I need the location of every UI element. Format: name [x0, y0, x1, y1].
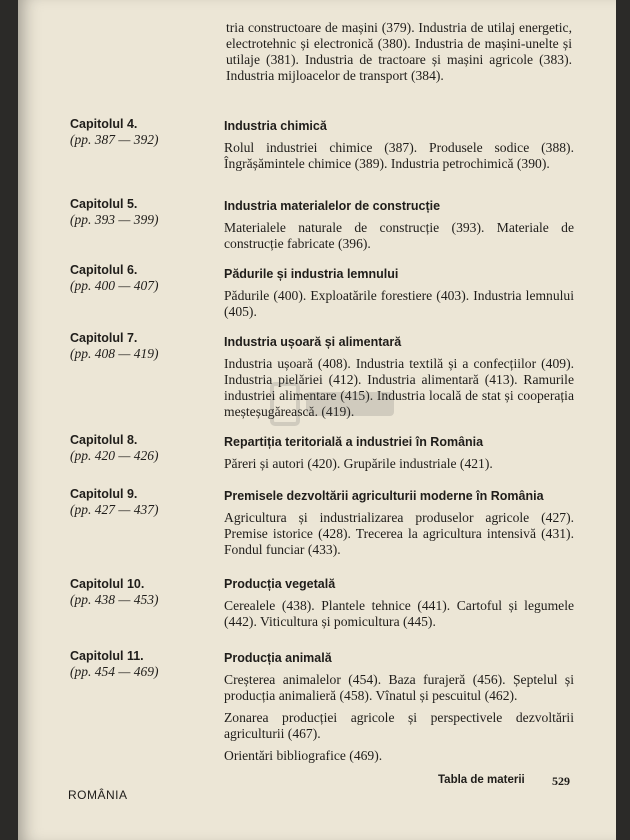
chapter-body	[224, 198, 574, 258]
chapter-paragraph: Rolul industriei chimice (387). Produsele sodice (388). Îngrășămintele chimice (389). Industria petrochimică (390).	[224, 140, 574, 171]
chapter-label	[70, 486, 210, 518]
chapter-title: Producția vegetală	[224, 577, 336, 591]
chapter-paragraph: Industria ușoară (408). Industria textilă și a confecțiilor (409). Industria pielăriei (412). Industria alimentară (413). Ramurile industriei alimentare (415). Industria locală de stat și cooperația meșteșugărească. (419).	[224, 356, 574, 419]
chapter-paragraph: Creșterea animalelor (454). Baza furajeră (456). Șeptelul și producția animalieră (458). Vînatul și pescuitul (462).	[224, 672, 574, 703]
chapter-label	[70, 262, 210, 294]
chapter-paragraph: Cerealele (438). Plantele tehnice (441). Cartoful și legumele (442). Viticultura și pomicultura (445).	[224, 598, 574, 629]
chapter-pages: (pp. 408 — 419)	[70, 346, 159, 361]
chapter-pages: (pp. 438 — 453)	[70, 592, 159, 607]
chapter-body	[224, 434, 574, 478]
footer-section-title: Tabla de materii	[438, 774, 525, 786]
chapter-pages: (pp. 454 — 469)	[70, 664, 159, 679]
chapter-label	[70, 330, 210, 362]
page-number: 529	[552, 774, 570, 788]
chapter-title: Repartiția teritorială a industriei în România	[224, 435, 484, 449]
chapter-number: Capitolul 11.	[70, 649, 144, 663]
chapter-title: Premisele dezvoltării agriculturii moderne în România	[224, 489, 544, 503]
chapter-title: Industria materialelor de construcție	[224, 199, 441, 213]
chapter-body	[224, 576, 574, 636]
chapter-title: Pădurile și industria lemnului	[224, 267, 399, 281]
chapter-paragraph: Zonarea producției agricole și perspectivele dezvoltării agriculturii (467).	[224, 710, 574, 741]
chapter-number: Capitolul 5.	[70, 197, 138, 211]
chapter-body	[224, 118, 574, 178]
chapter-pages: (pp. 427 — 437)	[70, 502, 159, 517]
chapter-paragraph: Pădurile (400). Exploatările forestiere (403). Industria lemnului (405).	[224, 288, 574, 319]
chapter-number: Capitolul 9.	[70, 487, 138, 501]
chapter-label	[70, 648, 210, 680]
chapter-label	[70, 576, 210, 608]
chapter-pages: (pp. 420 — 426)	[70, 448, 159, 463]
chapter-title: Producția animală	[224, 651, 332, 665]
chapter-label	[70, 196, 210, 228]
chapter-body	[224, 650, 574, 770]
footer-book-title: ROMÂNIA	[68, 788, 128, 802]
chapter-number: Capitolul 8.	[70, 433, 138, 447]
chapter-title: Industria ușoară și alimentară	[224, 335, 402, 349]
chapter-body	[224, 488, 574, 564]
chapter-pages: (pp. 387 — 392)	[70, 132, 159, 147]
chapter-number: Capitolul 4.	[70, 117, 138, 131]
chapter-paragraph: Păreri și autori (420). Grupările industriale (421).	[224, 456, 493, 471]
watermark-logo-icon	[268, 378, 398, 434]
chapter-paragraph: Orientări bibliografice (469).	[224, 748, 383, 763]
chapter-number: Capitolul 7.	[70, 331, 138, 345]
chapter-paragraph: Materialele naturale de construcție (393). Materiale de construcție fabricate (396).	[224, 220, 574, 251]
chapter-title: Industria chimică	[224, 119, 327, 133]
chapter-pages: (pp. 393 — 399)	[70, 212, 159, 227]
chapter-number: Capitolul 6.	[70, 263, 138, 277]
book-page	[18, 0, 616, 840]
chapter-paragraph: Agricultura și industrializarea produselor agricole (427). Premise istorice (428). Trecerea la agricultura intensivă (431). Fondul funciar (433).	[224, 510, 574, 557]
intro-text: tria constructoare de mașini (379). Industria de utilaj energetic, electrotehnic și electronică (380). Industria de mașini-unelte și utilaje (381). Industria de tractoare și mașini agricole (383). Industria mijloacelor de transport (384).	[226, 20, 572, 83]
chapter-number: Capitolul 10.	[70, 577, 145, 591]
chapter-label	[70, 432, 210, 464]
chapter-body	[224, 266, 574, 326]
chapter-pages: (pp. 400 — 407)	[70, 278, 159, 293]
chapter-label	[70, 116, 210, 148]
